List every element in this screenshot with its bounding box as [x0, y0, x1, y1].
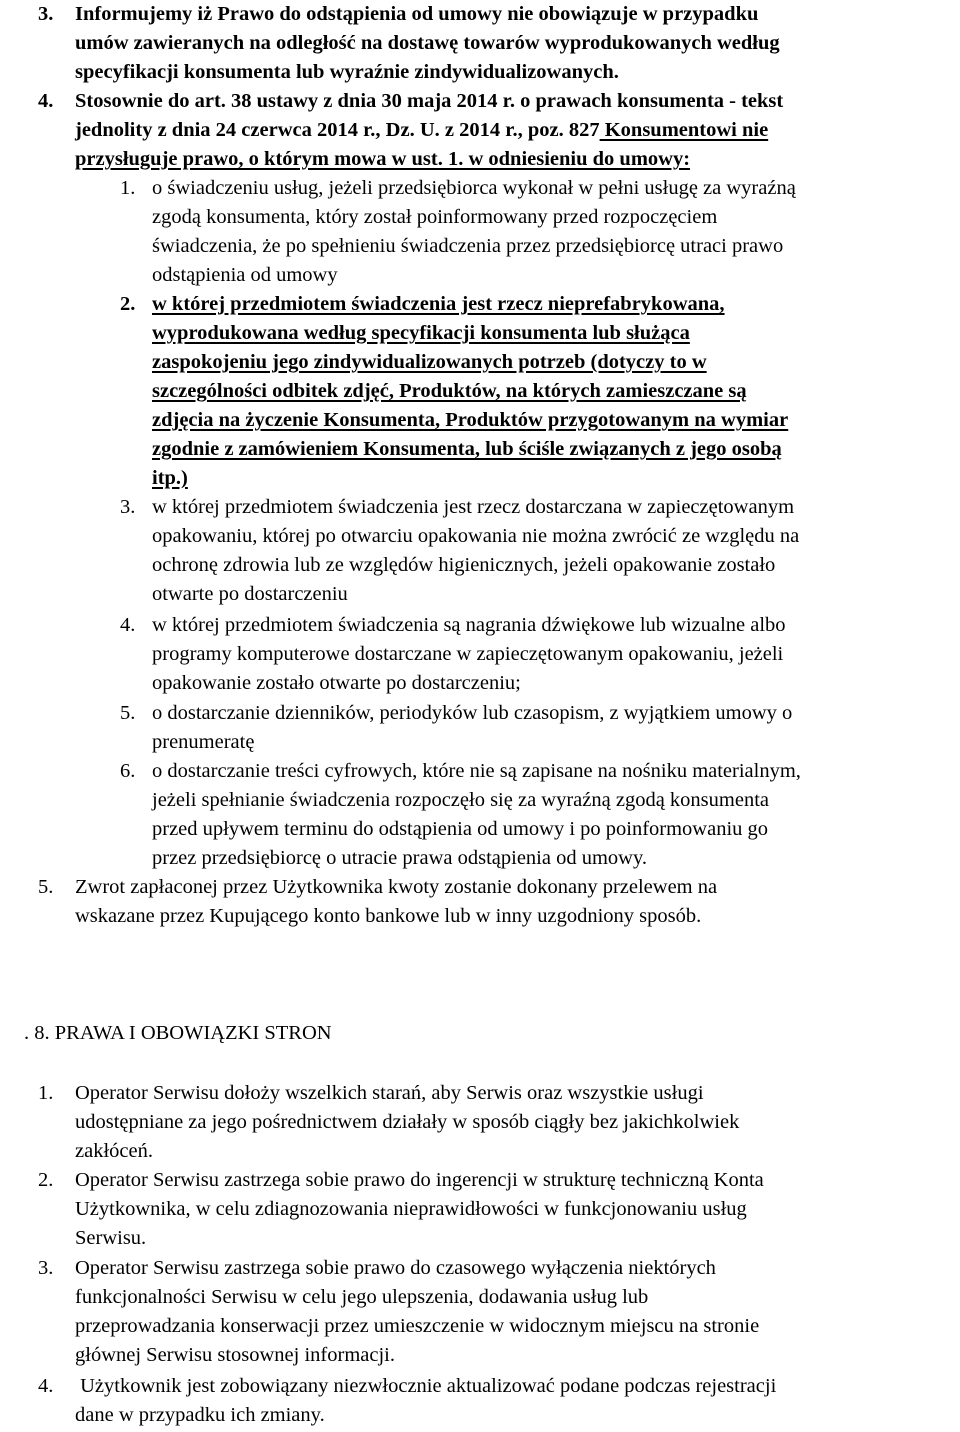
text-segment: jednolity z dnia 24 czerwca 2014 r., Dz. U. z 2014 r., poz. 827 [75, 119, 600, 141]
text-line: zgodą konsumenta, który został poinformowany przed rozpoczęciem [152, 206, 718, 228]
text-line: ochronę zdrowia lub ze względów higienicznych, jeżeli opakowanie zostało [152, 554, 776, 576]
text-line: funkcjonalności Serwisu w celu jego ulepszenia, dodawania usług lub [75, 1286, 649, 1308]
text-line: przysługuje prawo, o którym mowa w ust. 1. w odniesieniu do umowy: [75, 148, 691, 170]
text-line: zaspokojeniu jego zindywidualizowanych potrzeb (dotyczy to w [152, 351, 707, 373]
text-line: opakowanie zostało otwarte po dostarczeniu; [152, 672, 521, 694]
item-number: 3. [38, 3, 54, 25]
text-line: wyprodukowana według specyfikacji konsumenta lub służąca [152, 322, 690, 344]
text-line: odstąpienia od umowy [152, 264, 338, 286]
text-line: Operator Serwisu zastrzega sobie prawo do ingerencji w strukturę techniczną Konta [75, 1169, 764, 1191]
underlined-segment: Konsumentowi nie [599, 119, 769, 141]
section-heading: . 8. PRAWA I OBOWIĄZKI STRON [24, 1022, 332, 1044]
item-number: 2. [120, 293, 136, 315]
item-number: 6. [120, 760, 136, 782]
text-line: Informujemy iż Prawo do odstąpienia od umowy nie obowiązuje w przypadku [75, 3, 759, 25]
item-number: 4. [38, 90, 54, 112]
text-line: prenumeratę [152, 731, 255, 753]
text-line: o dostarczanie treści cyfrowych, które nie są zapisane na nośniku materialnym, [152, 760, 801, 782]
text-line: o świadczeniu usług, jeżeli przedsiębiorca wykonał w pełni usługę za wyraźną [152, 177, 796, 199]
item-number: 5. [120, 702, 136, 724]
item-number: 2. [38, 1169, 54, 1191]
text-line: Użytkownik jest zobowiązany niezwłocznie aktualizować podane podczas rejestracji [75, 1375, 777, 1397]
text-line: zakłóceń. [75, 1140, 153, 1162]
text-line: otwarte po dostarczeniu [152, 583, 348, 605]
text-line: przez przedsiębiorcę o utracie prawa odstąpienia od umowy. [152, 847, 648, 869]
text-line: Serwisu. [75, 1227, 147, 1249]
text-line: przeprowadzania konserwacji przez umieszczenie w widocznym miejscu na stronie [75, 1315, 760, 1337]
text-line: wskazane przez Kupującego konto bankowe lub w inny uzgodniony sposób. [75, 905, 702, 927]
text-line: Stosownie do art. 38 ustawy z dnia 30 maja 2014 r. o prawach konsumenta - tekst [75, 90, 784, 112]
text-line: zgodnie z zamówieniem Konsumenta, lub ściśle związanych z jego osobą [152, 438, 782, 460]
text-line: głównej Serwisu stosownej informacji. [75, 1344, 395, 1366]
text-line: jeżeli spełnianie świadczenia rozpoczęło się za wyraźną zgodą konsumenta [152, 789, 769, 811]
text-line: programy komputerowe dostarczane w zapieczętowanym opakowaniu, jeżeli [152, 643, 784, 665]
text-line: przed upływem terminu do odstąpienia od umowy i po poinformowaniu go [152, 818, 769, 840]
text-line: dane w przypadku ich zmiany. [75, 1404, 325, 1426]
text-line: Operator Serwisu zastrzega sobie prawo do czasowego wyłączenia niektórych [75, 1257, 716, 1279]
item-number: 1. [38, 1082, 54, 1104]
item-number: 3. [120, 496, 136, 518]
text-line: w której przedmiotem świadczenia jest rzecz dostarczana w zapieczętowanym [152, 496, 795, 518]
item-number: 5. [38, 876, 54, 898]
text-line: w której przedmiotem świadczenia jest rzecz nieprefabrykowana, [152, 293, 725, 315]
text-line: udostępniane za jego pośrednictwem działały w sposób ciągły bez jakichkolwiek [75, 1111, 740, 1133]
text-line: umów zawieranych na odległość na dostawę towarów wyprodukowanych według [75, 32, 780, 54]
text-line [75, 116, 768, 145]
text-line: szczególności odbitek zdjęć, Produktów, na których zamieszczane są [152, 380, 747, 402]
text-line: Użytkownika, w celu zdiagnozowania nieprawidłowości w funkcjonowaniu usług [75, 1198, 747, 1220]
text-line: opakowaniu, której po otwarciu opakowania nie można zwrócić ze względu na [152, 525, 800, 547]
text-line: o dostarczanie dzienników, periodyków lub czasopism, z wyjątkiem umowy o [152, 702, 793, 724]
item-number: 4. [120, 614, 136, 636]
text-line: itp.) [152, 467, 188, 489]
text-line: w której przedmiotem świadczenia są nagrania dźwiękowe lub wizualne albo [152, 614, 786, 636]
text-line: Zwrot zapłaconej przez Użytkownika kwoty zostanie dokonany przelewem na [75, 876, 718, 898]
item-number: 4. [38, 1375, 54, 1397]
text-line: świadczenia, że po spełnieniu świadczenia przez przedsiębiorcę utraci prawo [152, 235, 784, 257]
text-line: Operator Serwisu dołoży wszelkich starań, aby Serwis oraz wszystkie usługi [75, 1082, 704, 1104]
text-line: zdjęcia na życzenie Konsumenta, Produktów przygotowanym na wymiar [152, 409, 789, 431]
item-number: 1. [120, 177, 136, 199]
item-number: 3. [38, 1257, 54, 1279]
text-line: specyfikacji konsumenta lub wyraźnie zindywidualizowanych. [75, 61, 619, 83]
